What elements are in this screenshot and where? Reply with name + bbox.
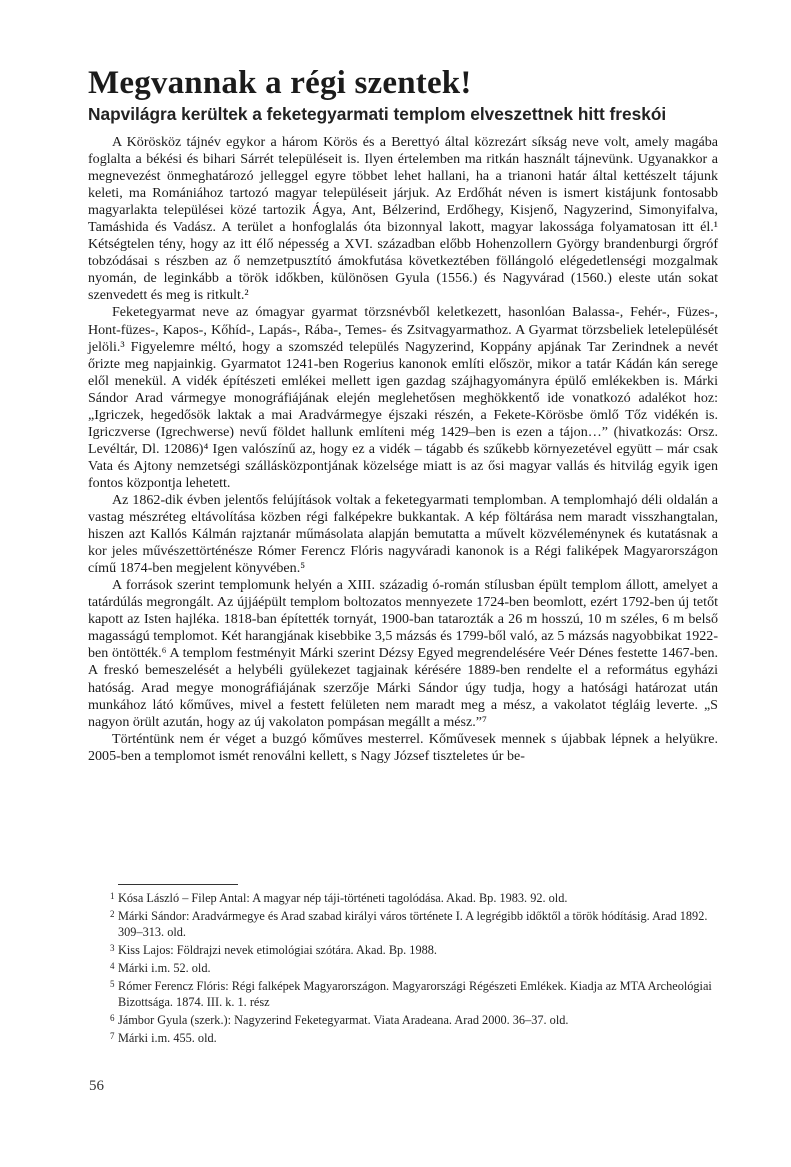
footnotes xyxy=(88,884,718,1050)
footnote-text: Kósa László – Filep Antal: A magyar nép táji-történeti tagolódása. Akad. Bp. 1983. 92. old. xyxy=(118,891,568,905)
footnote-text: Márki i.m. 455. old. xyxy=(118,1031,217,1046)
footnote xyxy=(88,1031,718,1046)
footnote-divider xyxy=(118,884,238,885)
footnote-number: 7 xyxy=(110,1031,115,1042)
footnote-number: 2 xyxy=(110,909,115,920)
footnote-text: Márki i.m. 52. old. xyxy=(118,961,211,976)
article xyxy=(88,64,718,765)
article-body xyxy=(88,134,718,765)
footnote-text: Jámbor Gyula (szerk.): Nagyzerind Feketegyarmat. Viata Aradeana. Arad 2000. 36–37. old. xyxy=(118,1013,569,1028)
paragraph: Az 1862-dik évben jelentős felújítások voltak a feketegyarmati templomban. A templomhajó déli oldalán a vastag mészréteg eltávolítása közben régi falképekre bukkantak. A kép föltárása nem maradt visszhangtalan, hiszen azt Kallós Kálmán rajztanár műmásolata alapján bemutatta a művelt közvéleménynek és kutatásnak a kor jeles művészettörténésze Rómer Ferencz Flóris nagyváradi kanonok is a Régi faliképek Magyarországon című 1874-ben megjelent könyvében.⁵ xyxy=(88,491,718,577)
footnote xyxy=(88,961,718,976)
footnote-number: 3 xyxy=(110,942,115,953)
article-title: Megvannak a régi szentek! xyxy=(88,65,472,101)
footnote-text: Kiss Lajos: Földrajzi nevek etimológiai szótára. Akad. Bp. 1988. xyxy=(118,942,437,957)
footnote-number: 1 xyxy=(110,891,115,901)
footnote xyxy=(88,979,718,1010)
footnote xyxy=(88,891,718,906)
footnote-text: Márki Sándor: Aradvármegye és Arad szabad királyi város története I. A legrégibb időktől a török hódításig. Arad 1892. 309–313. old. xyxy=(118,909,708,939)
paragraph: A Körösköz tájnév egykor a három Körös és a Berettyó által közrezárt síkság neve volt, amely magába foglalta a békési és bihari Sárrét településeit is. Ilyen értelemben ma ritkán használt tájnevünk. Ugyanakkor a megnevezést önmeghatározó jelleggel egyre többet lehet hallani, ha a trianoni határ által kettészelt tájunk keleti, ma Romániához tartozó magyar településeit járjuk. Az Erdőhát néven is ismert kistájunk fontosabb magyarlakta települései közé tartozik Ágya, Ant, Bélzerind, Erdőhegy, Kisjenő, Nagyzerind, Simonyifalva, Tamáshida és Vadász. A terület a honfoglalás óta bizonnyal lakott, magyar lakossága folyamatosan itt él.¹ Kétségtelen tény, hogy az itt élő népesség a XVI. században előbb Hohenzollern György brandenburgi őrgróf tobzódásai s részben az ő nemzetpusztító ámokfutása következtében föllángoló elégedetlenségi mozgalmak nyomán, de leginkább a török időkben, különösen Gyula (1556.) és Nagyvárad (1560.) eleste után sokat szenvedett és meg is ritkult.² xyxy=(88,134,718,304)
footnote-number: 4 xyxy=(110,961,115,972)
paragraph: Feketegyarmat neve az ómagyar gyarmat törzsnévből keletkezett, hasonlóan Balassa-, Fehér-, Füzes-, Hont-füzes-, Kapos-, Kőhíd-, Lapás-, Rába-, Temes- és Zsitvagyarmathoz. A Gyarmat törzsbeliek letelepülését jelöli.³ Figyelemre méltó, hogy a szomszéd település Nagyzerind, Koppány apjának Tar Zerindnek a nevét őrizte meg napjainkig. Gyarmatot 1241-ben Rogerius kanonok említi először, mikor a tatár Kádán kán serege elől menekül. A vidék építészeti emlékei mellett igen gazdag szájhagyományra épülő emlékekben is. Márki Sándor Arad vármegye monográfiájának elején meglehetősen meghökkentő ide vonatkozó adalékot hoz: „Igriczek, hegedősök laktak a mai Aradvármegye éjszaki részén, a Fekete-Körösbe ömlő Tőz vidékén is. Igriczverse (Igrechwerse) nevű földet hallunk említeni még 1429–ben is ezen a tájon…” (hivatkozás: Orsz. Levéltár, Dl. 12086)⁴ Igen valószínű az, hogy ez a vidék – tágabb és szűkebb környezetével együtt – már csak Vata és Ajtony nemzetségi szállásközpontjának közelsége miatt is az ősi magyar vallás és hitvilág egyik igen fontos központja lehetett. xyxy=(88,304,718,491)
paragraph: Történtünk nem ér véget a buzgó kőműves mesterrel. Kőművesek mennek s újabbak lépnek a helyükre. 2005-ben a templomot ismét renoválni kellett, s Nagy József tiszteletes úr be- xyxy=(88,730,718,764)
footnote xyxy=(88,1013,718,1028)
footnote xyxy=(88,909,718,940)
footnote-number: 5 xyxy=(110,979,115,990)
article-subtitle: Napvilágra kerültek a feketegyarmati templom elveszettnek hitt freskói xyxy=(88,104,667,124)
footnote xyxy=(88,943,718,958)
footnote-number: 6 xyxy=(110,1013,115,1024)
paragraph: A források szerint templomunk helyén a XIII. századig ó-román stílusban épült templom állott, amelyet a tatárdúlás megrongált. Az újjáépült templom boltozatos mennyezete 1724-ben beomlott, ezért 1792-ben új tetőt kapott az Isten hajléka. 1818-ban építették tornyát, 1900-ban tatarozták a 26 m hosszú, 10 m széles, 6 m belső magasságú templomot. Két harangjának kisebbike 3,5 mázsás és 1799-ből való, az 5 mázsás nagyobbikat 1922-ben öntötték.⁶ A templom festményit Márki szerint Dézsy Egyed megrendelésére Veér Dénes festette 1467-ben. A freskó bemeszelését a helybéli gyülekezet tagjainak kérésére 1889-ben rendelte el a református egyházi hatóság. Arad megye monográfiájának szerzője Márki Sándor úgy tudja, hogy a hatósági határozat után munkához látó kőműves, mivel a festett felületen nem maradt meg a mész, a vakolatot tégláig leverte. „S nagyon örült azután, hogy az új vakolaton pompásan megállt a mész.”⁷ xyxy=(88,577,718,730)
page-number: 56 xyxy=(89,1078,104,1094)
footnote-text: Rómer Ferencz Flóris: Régi falképek Magyarországon. Magyarországi Régészeti Emlékek. Kiadja az MTA Archeológiai Bizottsága. 1874. III. k. 1. rész xyxy=(118,979,712,1009)
